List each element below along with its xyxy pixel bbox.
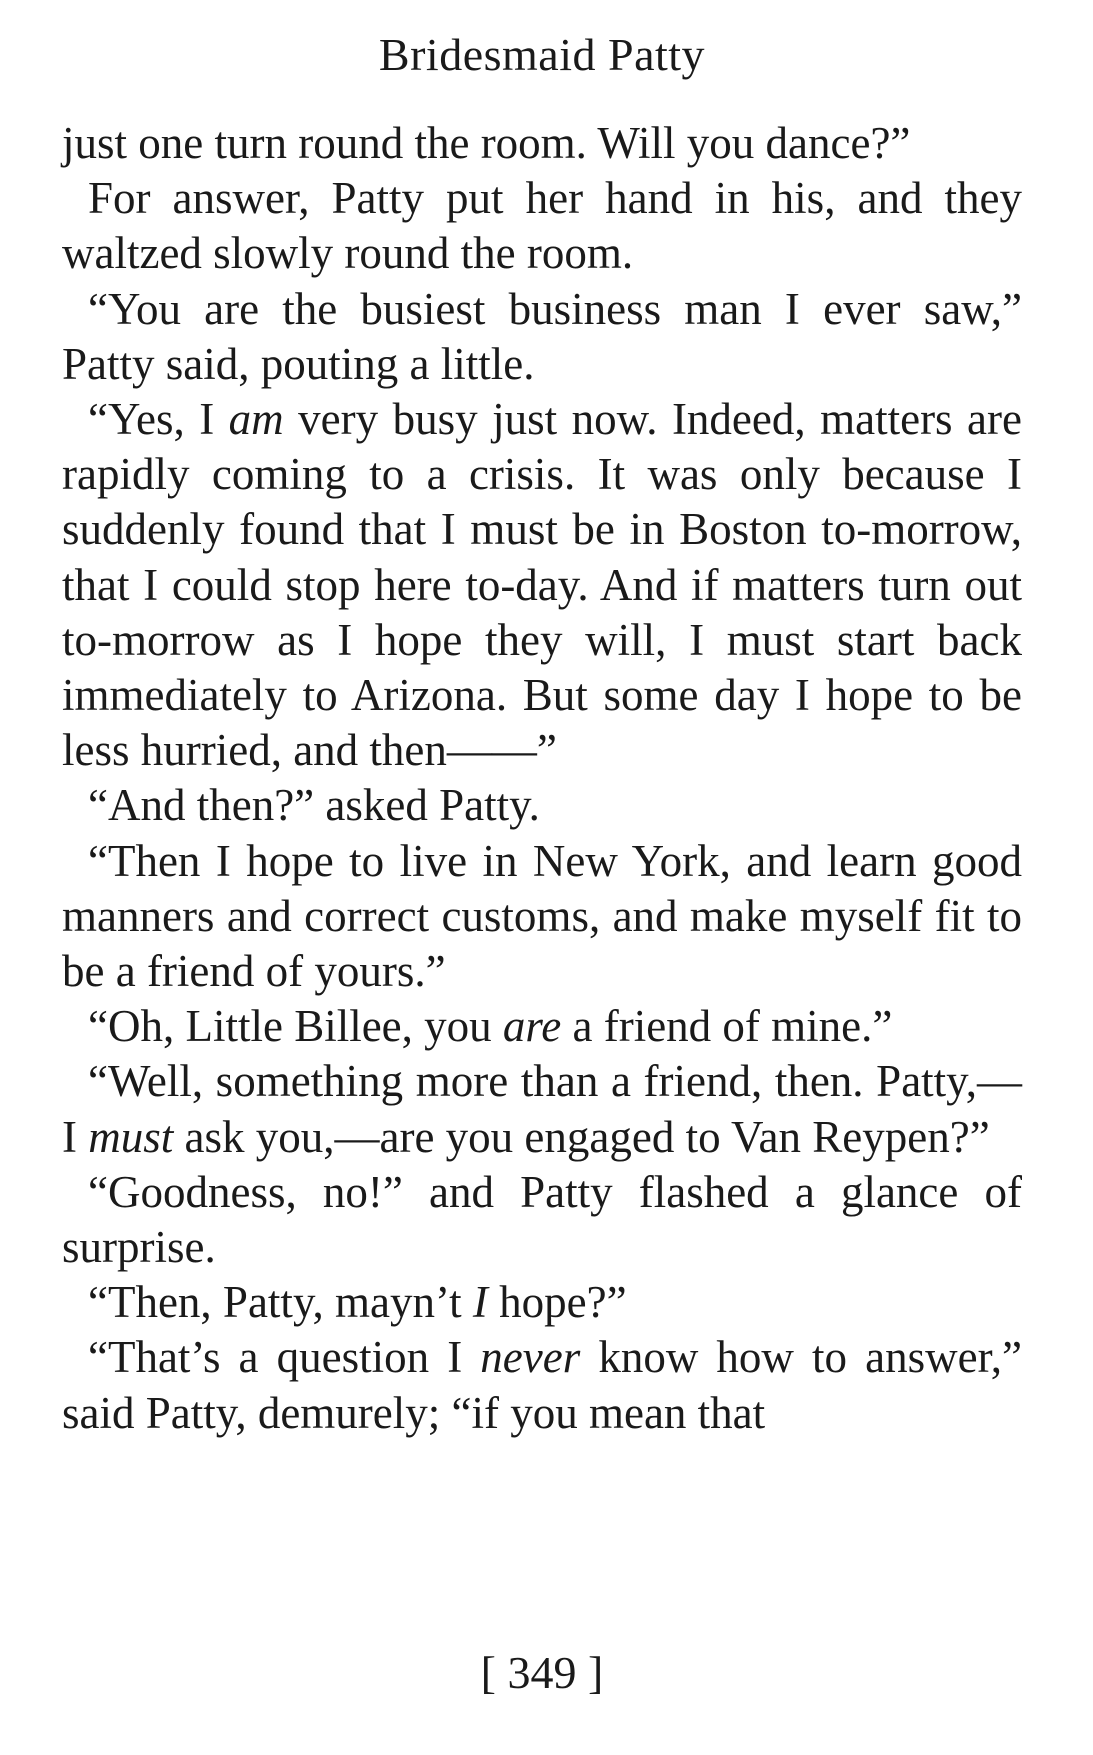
paragraph [62,834,1022,1000]
paragraph [62,1054,1022,1164]
paragraph [62,999,1022,1054]
italic-text: are [502,1001,562,1052]
italic-text: am [228,394,284,445]
text-run: “Oh, Little Billee, you [88,1001,503,1052]
text-run: ask you,—are you engaged to Van Reypen?” [173,1111,990,1162]
text-run: a friend of mine.” [561,1001,893,1052]
paragraph [62,1165,1022,1275]
text-run: “Yes, I [88,394,229,445]
book-page [62,0,1022,1755]
text-run: “And then?” asked Patty. [88,780,540,831]
text-run: “You are the busiest business man I ever saw,” Patty said, pouting a little. [62,283,1022,389]
paragraph [62,1275,1022,1330]
text-run: very busy just now. Indeed, matters are rapidly coming to a crisis. It was only because I suddenly found that I must be in Boston to-morrow, that I could stop here to-day. And if matters turn out to-morrow as I hope they will, I must start back immediately to Arizona. But some day I hope to be less hurried, and then——” [62,394,1022,776]
text-run: “Then, Patty, mayn’t [88,1277,473,1328]
paragraph [62,116,1022,171]
text-run: For answer, Patty put her hand in his, and they waltzed slowly round the room. [62,173,1022,279]
paragraph [62,1330,1022,1440]
text-run: just one turn round the room. Will you dance?” [62,118,911,168]
running-head: Bridesmaid Patty [378,29,706,80]
italic-text: never [480,1332,581,1383]
text-run: “Well, something more than a friend, then. Patty,—I [62,1056,1022,1162]
text-run: know how to answer,” said Patty, demurely; “if you mean that [62,1332,1022,1438]
paragraph [62,392,1022,778]
paragraph [62,171,1022,281]
italic-text: I [472,1277,488,1328]
page-number: [ 349 ] [480,1647,604,1698]
body-text [62,116,1022,1441]
text-run: “Goodness, no!” and Patty flashed a glance of surprise. [62,1166,1022,1273]
paragraph [62,282,1022,392]
text-run: hope?” [487,1277,627,1328]
paragraph [62,778,1022,833]
italic-text: must [88,1111,174,1162]
text-run: “That’s a question I [88,1332,481,1383]
text-run: “Then I hope to live in New York, and learn good manners and correct customs, and make myself fit to be a friend of yours.” [62,835,1022,997]
